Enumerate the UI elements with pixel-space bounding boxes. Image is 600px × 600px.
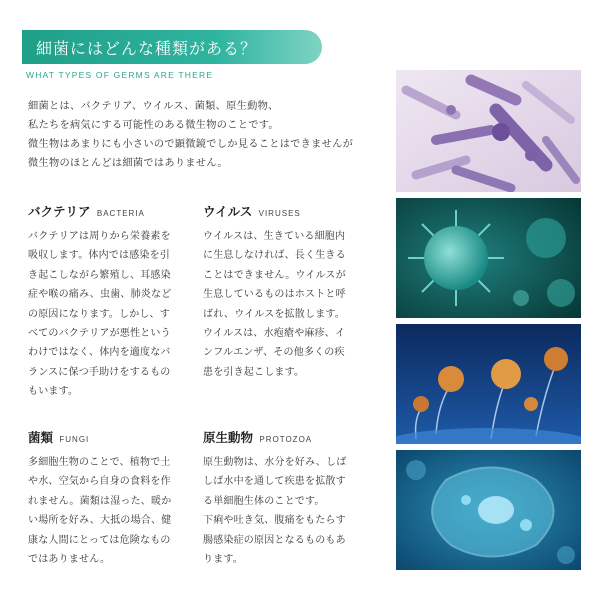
section-title xyxy=(28,428,203,446)
section-body xyxy=(28,453,203,569)
protozoa-photo xyxy=(396,450,581,570)
body-line: 症や喉の痛み、虫歯、肺炎など xyxy=(28,289,172,301)
intro-line: 微生物のほとんどは細菌ではありません。 xyxy=(28,158,228,169)
intro-line: 細菌とは、バクテリア、ウイルス、菌類、原生動物、 xyxy=(28,101,279,112)
section-title-jp: 菌類 xyxy=(28,430,54,445)
section-body xyxy=(203,227,378,382)
section-title-en: FUNGI xyxy=(59,435,90,444)
section-title xyxy=(203,202,378,220)
body-line: 多細胞生物のことで、植物で土 xyxy=(28,457,171,468)
body-line: ります。 xyxy=(203,554,243,566)
section-title-jp: バクテリア xyxy=(28,204,91,219)
body-line: 吸収します。体内では感染を引 xyxy=(28,250,170,262)
fungi-photo xyxy=(396,324,581,444)
body-line: 腸感染症の原因となるものもあ xyxy=(203,534,346,546)
body-line: ランスに保つ手助けをするもの xyxy=(28,366,171,378)
body-line: 康な人間にとっては危険なもの xyxy=(28,534,171,546)
section-title-en: BACTERIA xyxy=(96,209,145,218)
section-title xyxy=(28,202,203,220)
title-banner xyxy=(22,30,322,64)
intro-paragraph xyxy=(28,97,398,173)
body-line: に生息しなければ、長く生きる xyxy=(203,250,346,262)
intro-line: 微生物はあまりにも小さいので顕微鏡でしか見ることはできませんが xyxy=(28,139,354,150)
section-title-jp: 原生動物 xyxy=(203,430,254,445)
body-line: 患を引き起こします。 xyxy=(203,366,305,378)
body-line: バクテリアは周りから栄養素を xyxy=(28,231,171,242)
body-line: 生息しているものはホストと呼 xyxy=(203,289,346,301)
body-line: る単細胞生体のことです。 xyxy=(203,495,325,507)
section-title-jp: ウイルス xyxy=(203,204,253,219)
body-line: 原生動物は、水分を好み、しば xyxy=(203,457,347,468)
body-line: や水、空気から自身の食料を作 xyxy=(28,476,171,488)
section-body xyxy=(203,453,378,569)
body-line: ウイルスは、生きている細胞内 xyxy=(203,231,346,242)
body-line: い場所を好み、大抵の場合、健 xyxy=(28,515,172,527)
section-fungi xyxy=(28,428,203,569)
body-line: 下痢や吐き気、腹痛をもたらす xyxy=(203,515,346,527)
body-line: れません。菌類は湿った、暖か xyxy=(28,495,172,507)
body-line: の原因になります。しかし、す xyxy=(28,308,170,320)
body-line: ことはできません。ウイルスが xyxy=(203,269,346,281)
section-protozoa xyxy=(203,428,378,569)
section-viruses xyxy=(203,202,378,382)
body-line: ばれ、ウイルスを拡散します。 xyxy=(203,308,345,320)
bacteria-photo xyxy=(396,70,581,192)
section-title xyxy=(203,428,378,446)
body-line: ウイルスは、水疱瘡や麻疹、イ xyxy=(203,328,346,340)
body-line: ンフルエンザ、その他多くの疾 xyxy=(203,347,345,359)
virus-photo xyxy=(396,198,581,318)
section-title-en: PROTOZOA xyxy=(259,435,313,444)
section-body xyxy=(28,227,203,402)
page-title: 細菌にはどんな種類がある？ xyxy=(36,39,258,58)
body-line: き起こしながら繁殖し、耳感染 xyxy=(28,269,171,281)
body-line: べてのバクテリアが悪性という xyxy=(28,328,171,340)
section-bacteria xyxy=(28,202,203,402)
body-line: もいます。 xyxy=(28,386,79,398)
page-subtitle: WHAT TYPES OF GERMS ARE THERE xyxy=(26,70,214,80)
body-line: しば水中を通して疾患を拡散す xyxy=(203,476,346,488)
body-line: ではありません。 xyxy=(28,554,111,566)
intro-line: 私たちを病気にする可能性のある微生物のことです。 xyxy=(28,120,279,131)
section-title-en: VIRUSES xyxy=(258,209,301,218)
body-line: わけではなく、体内を適度なバ xyxy=(28,347,171,359)
